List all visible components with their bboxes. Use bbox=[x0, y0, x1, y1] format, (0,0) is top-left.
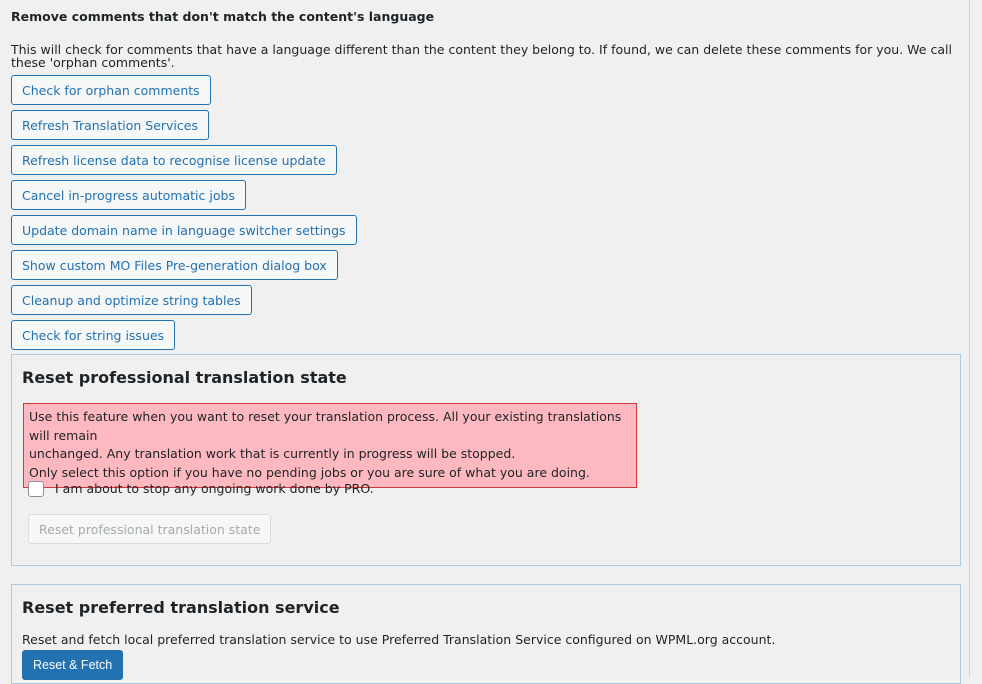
update-domain-name-button[interactable]: Update domain name in language switcher settings bbox=[11, 215, 357, 245]
reset-pro-warning bbox=[23, 403, 637, 488]
warning-line: unchanged. Any translation work that is currently in progress will be stopped. bbox=[29, 446, 516, 461]
reset-fetch-button[interactable]: Reset & Fetch bbox=[22, 650, 123, 680]
check-string-issues-button[interactable]: Check for string issues bbox=[11, 320, 175, 350]
reset-pro-title: Reset professional translation state bbox=[22, 368, 347, 387]
warning-line: Use this feature when you want to reset your translation process. All your existing translations will remain bbox=[29, 409, 622, 443]
show-mo-files-dialog-button[interactable]: Show custom MO Files Pre-generation dialog box bbox=[11, 250, 338, 280]
reset-preferred-title: Reset preferred translation service bbox=[22, 598, 340, 617]
refresh-license-data-button[interactable]: Refresh license data to recognise license update bbox=[11, 145, 337, 175]
refresh-translation-services-button[interactable]: Refresh Translation Services bbox=[11, 110, 209, 140]
orphan-comments-heading: Remove comments that don't match the content's language bbox=[11, 9, 435, 24]
stop-pro-work-checkbox[interactable] bbox=[28, 481, 44, 497]
cleanup-string-tables-button[interactable]: Cleanup and optimize string tables bbox=[11, 285, 252, 315]
orphan-comments-description: This will check for comments that have a language different than the content they belong to. If found, we can delete these comments for you. We call these 'orphan comments'. bbox=[11, 42, 952, 70]
reset-pro-state-button[interactable]: Reset professional translation state bbox=[28, 514, 271, 544]
reset-preferred-panel bbox=[11, 584, 961, 684]
reset-preferred-description: Reset and fetch local preferred translation service to use Preferred Translation Service configured on WPML.org account. bbox=[22, 632, 776, 647]
reset-pro-panel bbox=[11, 354, 961, 566]
cancel-automatic-jobs-button[interactable]: Cancel in-progress automatic jobs bbox=[11, 180, 246, 210]
warning-line: Only select this option if you have no pending jobs or you are sure of what you are doing. bbox=[29, 464, 590, 480]
stop-pro-work-label[interactable]: I am about to stop any ongoing work done by PRO. bbox=[55, 481, 374, 496]
check-orphan-comments-button[interactable]: Check for orphan comments bbox=[11, 75, 211, 105]
